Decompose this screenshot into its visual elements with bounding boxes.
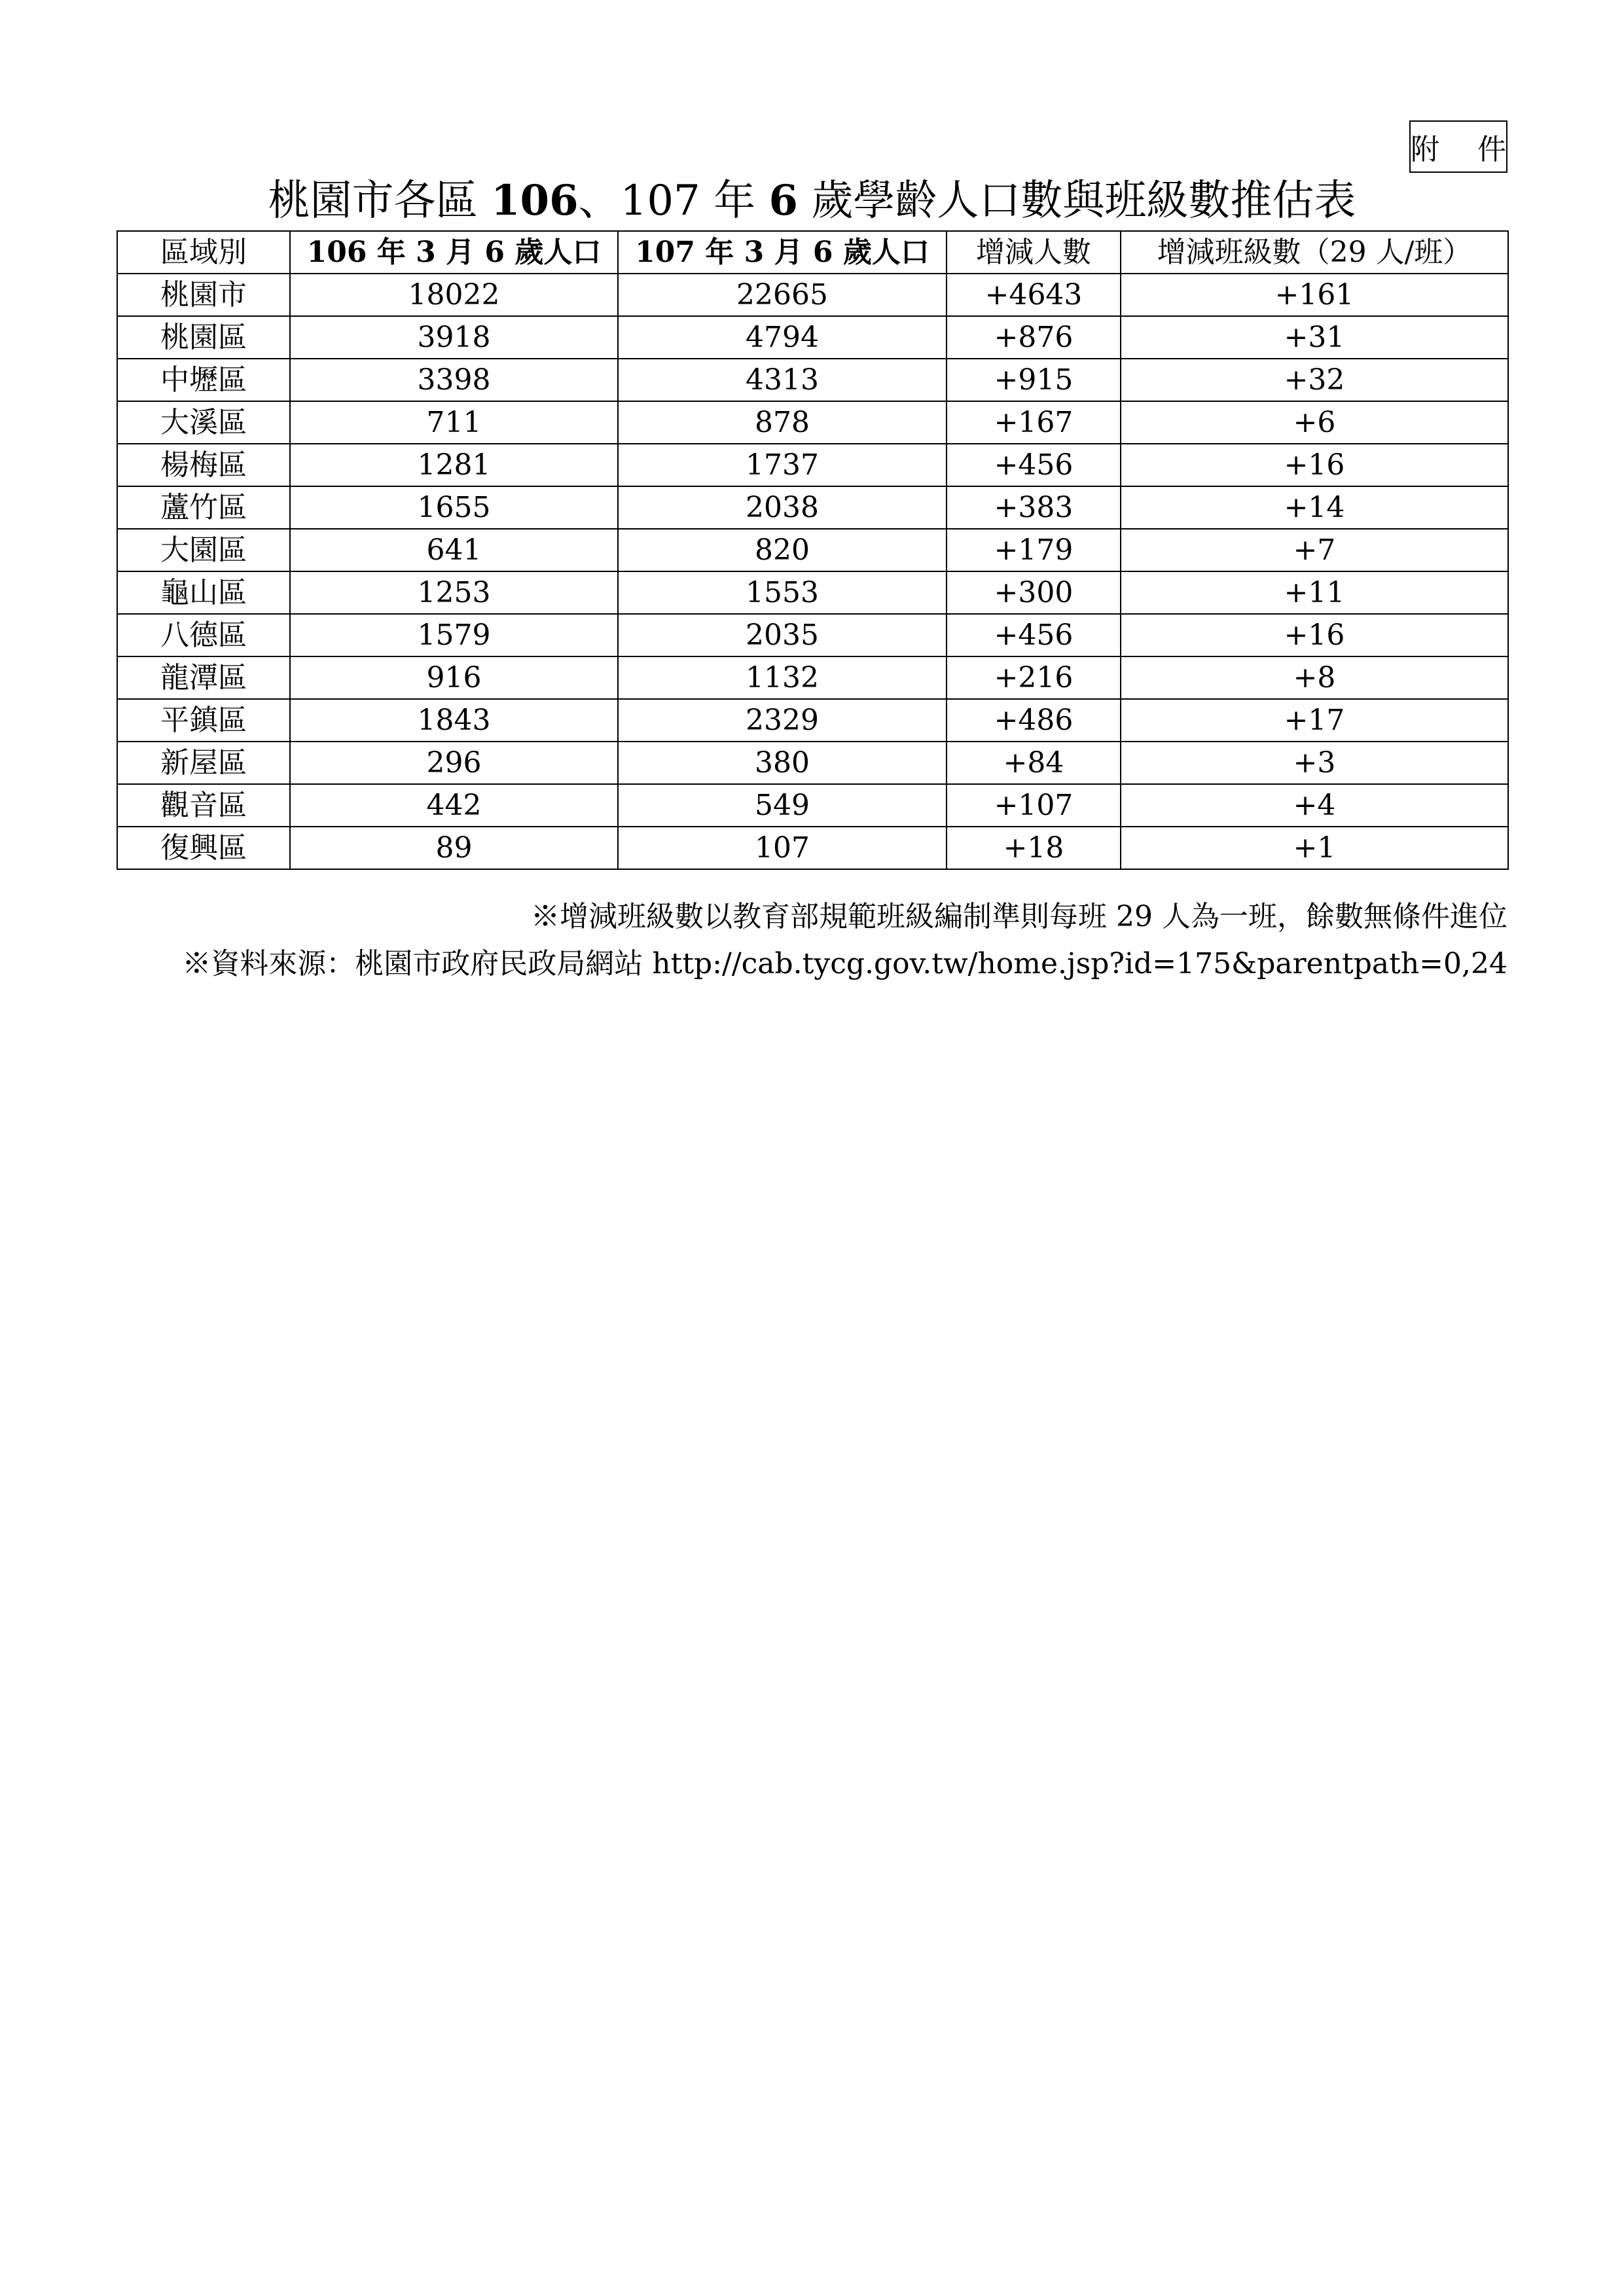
table-row bbox=[117, 784, 1508, 827]
title-part-7: 歲學齡人口數與班級數推估表 bbox=[811, 177, 1356, 225]
footnotes bbox=[182, 893, 1507, 988]
cell-change-classes: +31 bbox=[1121, 316, 1508, 359]
cell-pop-107: 820 bbox=[618, 529, 947, 571]
cell-pop-106: 916 bbox=[290, 656, 618, 699]
table-row bbox=[117, 571, 1508, 614]
cell-district: 龜山區 bbox=[117, 571, 290, 614]
cell-pop-106: 18022 bbox=[290, 274, 618, 316]
cell-pop-106: 1655 bbox=[290, 486, 618, 529]
footnote-source: ※資料來源：桃園市政府民政局網站 http://cab.tycg.gov.tw/home.jsp?id=175&parentpath=0,24 bbox=[182, 947, 1507, 980]
cell-district: 中壢區 bbox=[117, 359, 290, 401]
cell-pop-106: 1843 bbox=[290, 699, 618, 742]
cell-change-people: +300 bbox=[947, 571, 1121, 614]
table-header-row bbox=[117, 231, 1508, 274]
cell-change-classes: +3 bbox=[1121, 742, 1508, 784]
cell-pop-106: 3398 bbox=[290, 359, 618, 401]
cell-change-classes: +14 bbox=[1121, 486, 1508, 529]
cell-change-classes: +4 bbox=[1121, 784, 1508, 827]
cell-change-classes: +16 bbox=[1121, 444, 1508, 486]
table-row bbox=[117, 316, 1508, 359]
cell-district: 桃園區 bbox=[117, 316, 290, 359]
cell-change-people: +383 bbox=[947, 486, 1121, 529]
table-row bbox=[117, 274, 1508, 316]
cell-pop-107: 1737 bbox=[618, 444, 947, 486]
cell-change-people: +84 bbox=[947, 742, 1121, 784]
cell-change-people: +456 bbox=[947, 614, 1121, 656]
attachment-label: 附 件 bbox=[1409, 120, 1507, 173]
header-change-classes: 增減班級數（29 人/班） bbox=[1121, 231, 1508, 274]
page-title bbox=[0, 171, 1624, 230]
cell-pop-106: 1579 bbox=[290, 614, 618, 656]
table-row bbox=[117, 699, 1508, 742]
cell-pop-106: 89 bbox=[290, 827, 618, 869]
cell-change-classes: +16 bbox=[1121, 614, 1508, 656]
cell-pop-107: 1132 bbox=[618, 656, 947, 699]
cell-change-classes: +11 bbox=[1121, 571, 1508, 614]
cell-change-classes: +17 bbox=[1121, 699, 1508, 742]
cell-district: 復興區 bbox=[117, 827, 290, 869]
cell-change-classes: +6 bbox=[1121, 401, 1508, 444]
cell-pop-107: 2329 bbox=[618, 699, 947, 742]
table-row bbox=[117, 614, 1508, 656]
cell-pop-106: 296 bbox=[290, 742, 618, 784]
title-part-2: 106 bbox=[491, 176, 579, 225]
cell-district: 新屋區 bbox=[117, 742, 290, 784]
table-row bbox=[117, 444, 1508, 486]
cell-change-people: +456 bbox=[947, 444, 1121, 486]
table-row bbox=[117, 827, 1508, 869]
cell-district: 觀音區 bbox=[117, 784, 290, 827]
table-row bbox=[117, 486, 1508, 529]
cell-district: 龍潭區 bbox=[117, 656, 290, 699]
cell-district: 桃園市 bbox=[117, 274, 290, 316]
cell-change-classes: +161 bbox=[1121, 274, 1508, 316]
cell-pop-106: 711 bbox=[290, 401, 618, 444]
cell-pop-106: 1281 bbox=[290, 444, 618, 486]
cell-pop-107: 1553 bbox=[618, 571, 947, 614]
header-pop-106: 106 年 3 月 6 歲人口 bbox=[290, 231, 618, 274]
footnote-class-rule: ※增減班級數以教育部規範班級編制準則每班 29 人為一班，餘數無條件進位 bbox=[531, 900, 1507, 933]
cell-pop-107: 107 bbox=[618, 827, 947, 869]
header-change-people: 增減人數 bbox=[947, 231, 1121, 274]
cell-pop-107: 2038 bbox=[618, 486, 947, 529]
cell-pop-107: 4313 bbox=[618, 359, 947, 401]
cell-change-people: +18 bbox=[947, 827, 1121, 869]
cell-change-classes: +32 bbox=[1121, 359, 1508, 401]
cell-pop-107: 2035 bbox=[618, 614, 947, 656]
cell-district: 蘆竹區 bbox=[117, 486, 290, 529]
cell-pop-107: 380 bbox=[618, 742, 947, 784]
title-part-3: 、 bbox=[578, 177, 621, 225]
cell-change-classes: +7 bbox=[1121, 529, 1508, 571]
title-part-6: 6 bbox=[768, 176, 798, 225]
cell-pop-107: 4794 bbox=[618, 316, 947, 359]
cell-pop-106: 641 bbox=[290, 529, 618, 571]
table-row bbox=[117, 359, 1508, 401]
header-pop-107: 107 年 3 月 6 歲人口 bbox=[618, 231, 947, 274]
cell-pop-106: 442 bbox=[290, 784, 618, 827]
table-row bbox=[117, 401, 1508, 444]
title-part-5: 年 bbox=[713, 177, 756, 225]
cell-change-people: +4643 bbox=[947, 274, 1121, 316]
cell-change-classes: +1 bbox=[1121, 827, 1508, 869]
cell-change-people: +915 bbox=[947, 359, 1121, 401]
table-row bbox=[117, 656, 1508, 699]
table-row bbox=[117, 529, 1508, 571]
title-part-4: 107 bbox=[620, 177, 700, 225]
cell-change-people: +876 bbox=[947, 316, 1121, 359]
cell-district: 楊梅區 bbox=[117, 444, 290, 486]
cell-change-people: +486 bbox=[947, 699, 1121, 742]
cell-district: 平鎮區 bbox=[117, 699, 290, 742]
cell-district: 大園區 bbox=[117, 529, 290, 571]
cell-change-people: +216 bbox=[947, 656, 1121, 699]
cell-change-people: +107 bbox=[947, 784, 1121, 827]
table-row bbox=[117, 742, 1508, 784]
cell-pop-107: 549 bbox=[618, 784, 947, 827]
title-part-1: 桃園市各區 bbox=[268, 177, 478, 225]
cell-change-classes: +8 bbox=[1121, 656, 1508, 699]
cell-pop-107: 878 bbox=[618, 401, 947, 444]
cell-district: 大溪區 bbox=[117, 401, 290, 444]
cell-change-people: +167 bbox=[947, 401, 1121, 444]
cell-change-people: +179 bbox=[947, 529, 1121, 571]
population-table bbox=[117, 230, 1509, 870]
header-district: 區域別 bbox=[117, 231, 290, 274]
cell-district: 八德區 bbox=[117, 614, 290, 656]
cell-pop-106: 3918 bbox=[290, 316, 618, 359]
cell-pop-107: 22665 bbox=[618, 274, 947, 316]
cell-pop-106: 1253 bbox=[290, 571, 618, 614]
